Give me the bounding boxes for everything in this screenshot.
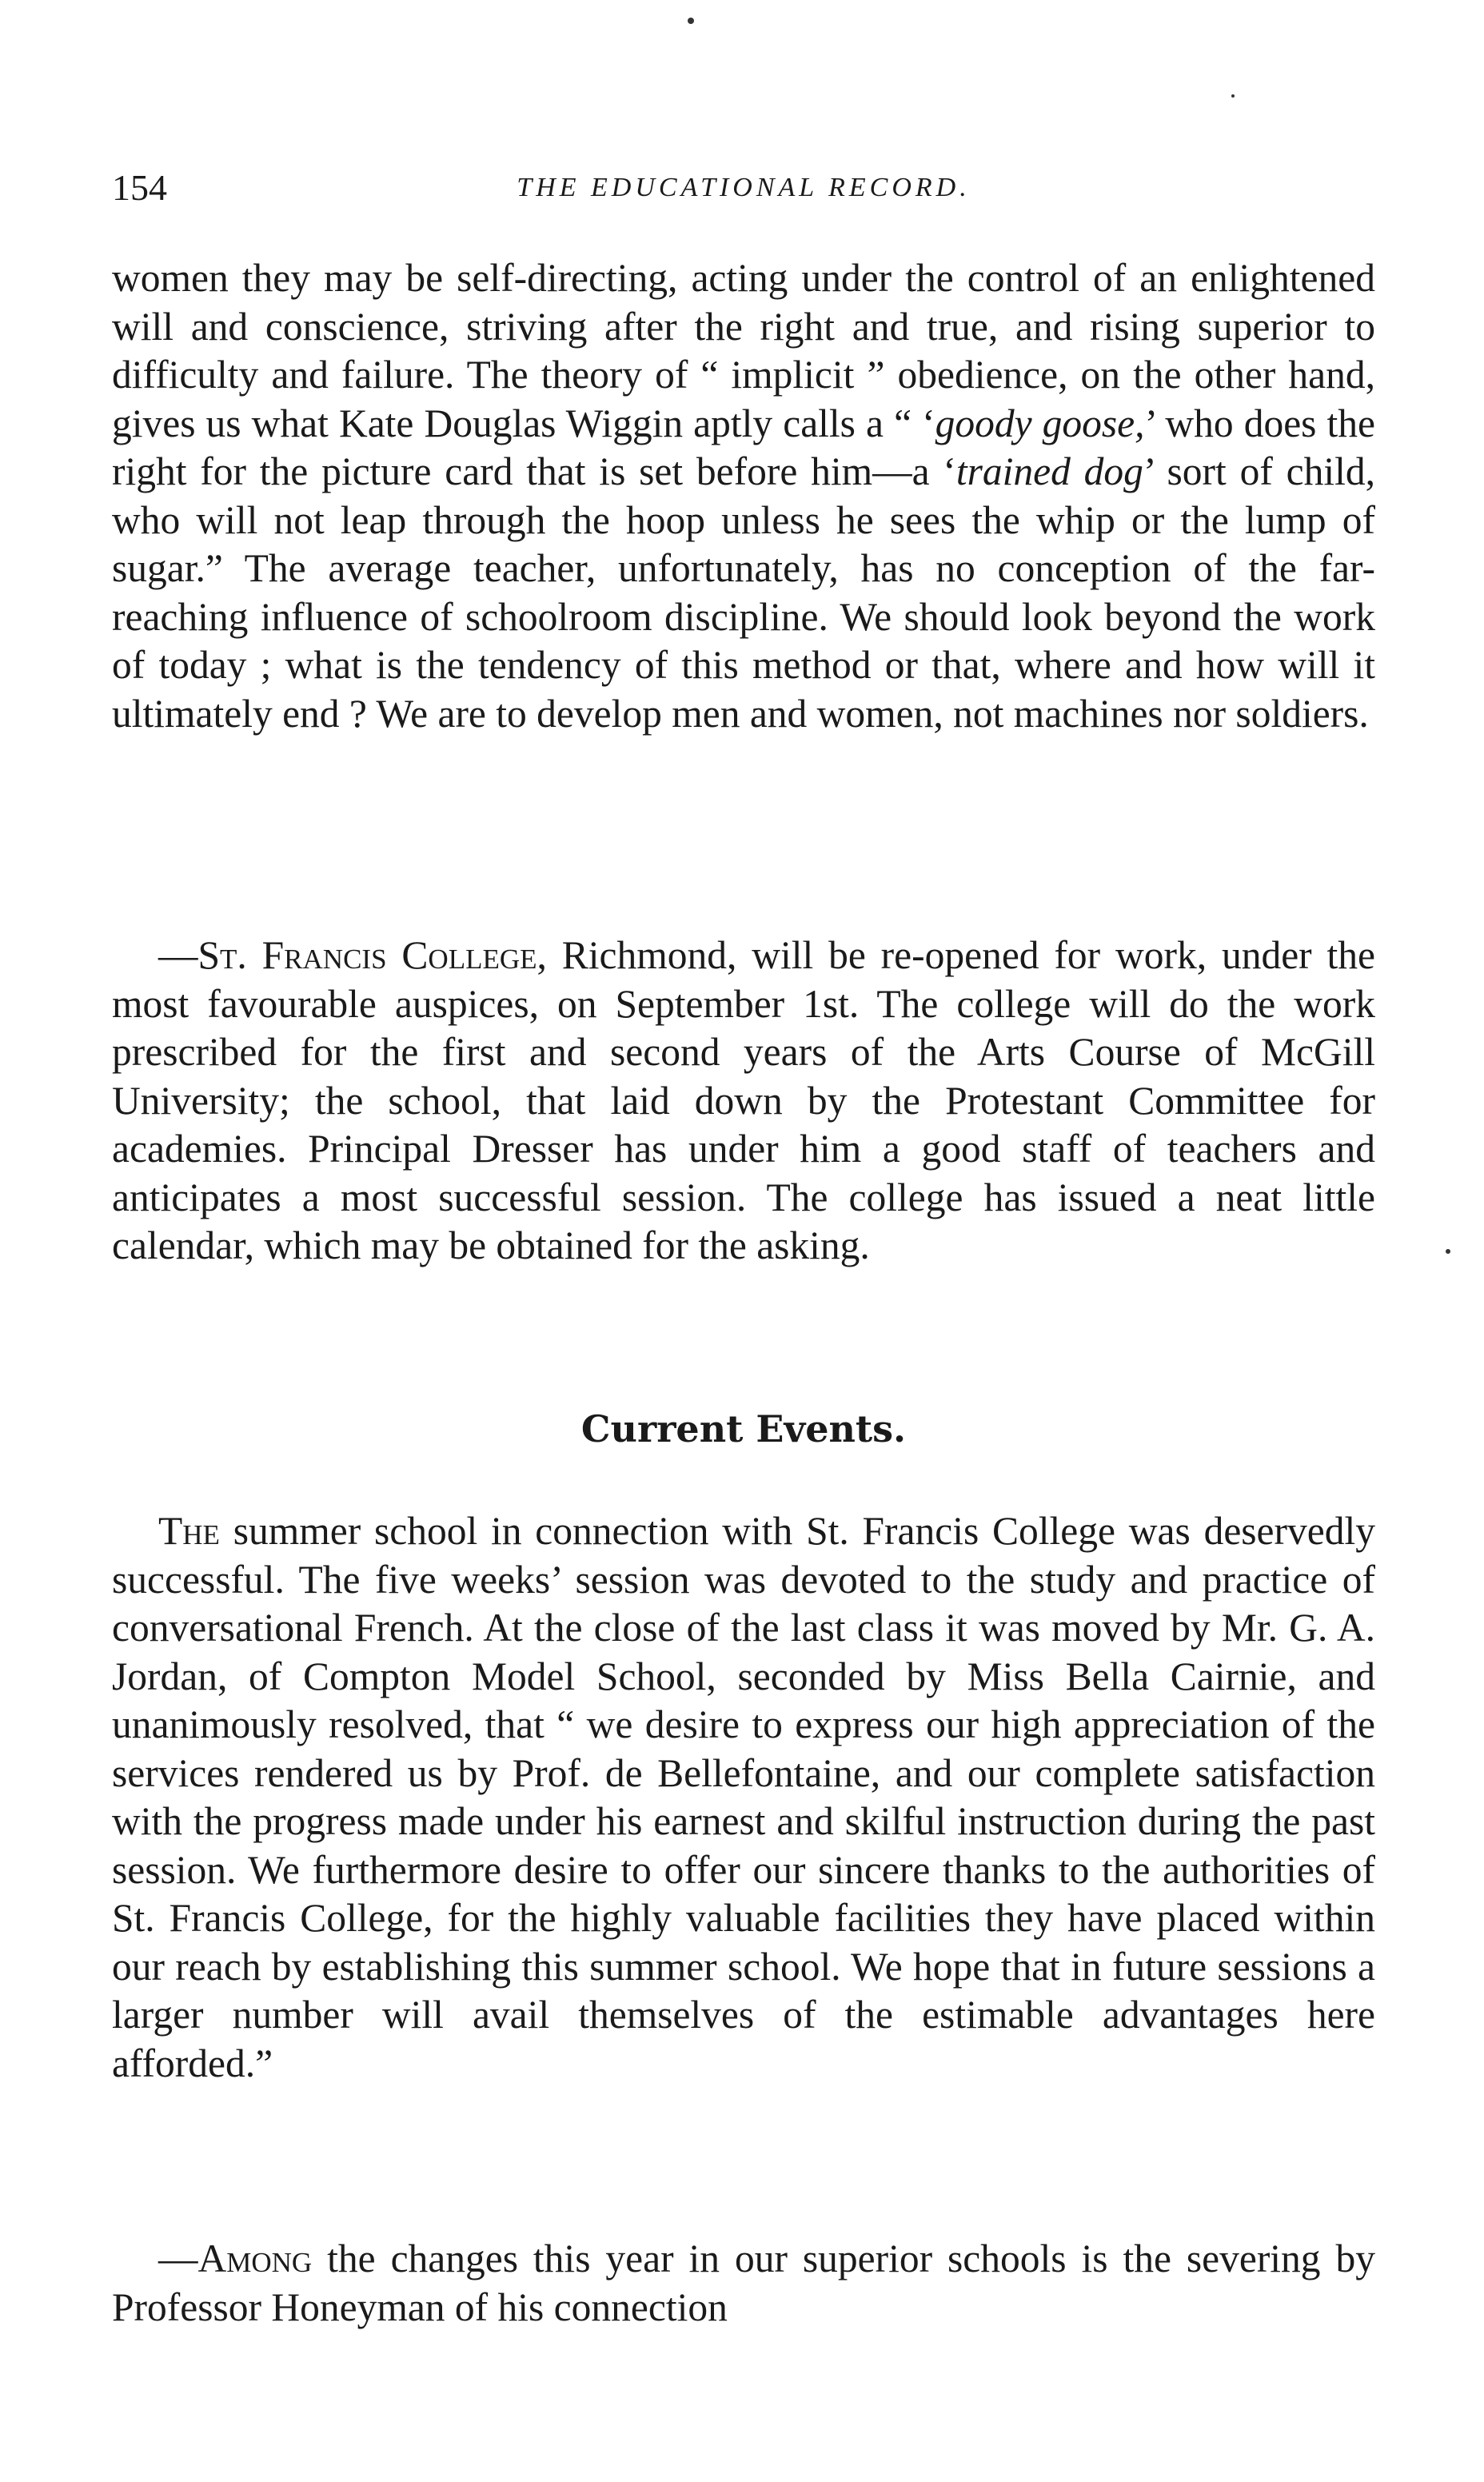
- italic-quote: goody goose,: [935, 401, 1145, 445]
- paragraph-discipline: [112, 254, 1375, 738]
- ink-speck: [688, 18, 694, 24]
- text-run: summer school in connection with St. Francis College was deservedly successful. The five weeks’ session was devoted to the study and practice of conversational French. At the close of the last class it was moved by Mr. G. A. Jordan, of Compton Model School, seconded by Miss Bella Cairnie, and unanimously resolved, that “ we desire to express our high appreciation of the services rendered us by Prof. de Bellefontaine, and our complete satisfaction with the progress made under his earnest and skilful instruction during the past session. We furthermore desire to offer our sincere thanks to the authorities of St. Francis College, for the highly valuable facilities they have placed within our reach by establishing this summer school. We hope that in future sessions a larger number will avail themselves of the estimable advantages here afforded.”: [112, 1509, 1375, 2085]
- ink-speck: [1231, 94, 1235, 98]
- italic-quote: trained dog: [955, 449, 1143, 493]
- running-head: THE EDUCATIONAL RECORD.: [517, 173, 971, 202]
- text-run: Richmond, will be re-opened for work, under the most favourable auspices, on September 1st. The college will do the work prescribed for the first and second years of the Arts Course of McGill University; the school, that laid down by the Protestant Committee for academies. Principal Dresser has under him a good staff of teachers and anticipates a most successful session. The college has issued a neat little calendar, which may be obtained for the asking.: [112, 933, 1375, 1267]
- text-run: women they may be self-directing, acting under the control of an enlightened will and conscience, striving after the right and true, and rising superior to difficulty and failure. The theory of “ implicit ” obedience, on the other hand, gives us what Kate Douglas Wiggin aptly calls a “ ‘: [112, 256, 1375, 445]
- text-run: the changes this year in our superior schools is the severing by Professor Honeyman of his connection: [112, 2237, 1375, 2329]
- page-header: [112, 164, 1375, 212]
- paragraph-text: [112, 254, 1375, 738]
- paragraph-superior-schools: [112, 2235, 1375, 2332]
- paragraph-summer-school: [112, 1507, 1375, 2088]
- lead-in: —St. Francis College,: [158, 933, 547, 977]
- lead-in: —Among: [158, 2237, 313, 2280]
- paragraph-text: [112, 2235, 1375, 2332]
- lead-in: The: [158, 1509, 220, 1553]
- paragraph-st-francis-college: [112, 932, 1375, 1271]
- section-heading: Current Events.: [580, 1407, 907, 1450]
- page-number: 154: [112, 167, 167, 208]
- paragraph-text: [112, 932, 1375, 1271]
- ink-speck: [1446, 1249, 1450, 1254]
- text-run: ’ who does the right for the picture card that is set before him—a ‘: [112, 401, 1375, 493]
- paragraph-text: [112, 1507, 1375, 2088]
- text-run: ’ sort of child, who will not leap through the hoop unless he sees the whip or the lump of sugar.” The average teacher, unfortunately, has no conception of the far-reaching influence of schoolroom discipline. We should look beyond the work of today ; what is the tendency of this method or that, where and how will it ultimately end ? We are to develop men and women, not machines nor soldiers.: [112, 449, 1375, 736]
